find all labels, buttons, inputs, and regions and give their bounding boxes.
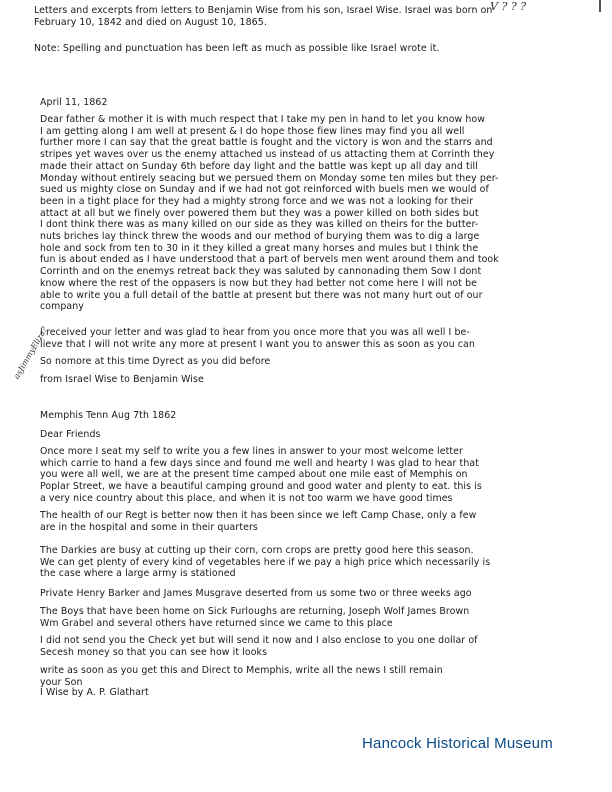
letter-line: are in the hospital and some in their quarters	[40, 521, 258, 533]
intro-note: Note: Spelling and punctuation has been left as much as possible like Israel wrote it.	[34, 43, 440, 54]
letter-line: I dont think there was as many killed on our side as they was killed on theirs for the butter-	[40, 219, 479, 231]
scan-artifact	[599, 0, 601, 12]
letter2-paragraph-2	[40, 510, 476, 533]
letter-line: you were all well, we are at the present time camped about one mile east of Memphis on	[40, 469, 468, 481]
letter-line: which carrie to hand a few days since and found me well and hearty I was glad to hear that	[40, 457, 479, 469]
letter2-signature: I Wise by A. P. Glathart	[40, 687, 149, 698]
letter-line: further more I can say that the great battle is fought and the victory is won and the starrs and	[40, 137, 493, 149]
letter-line: Poplar Street, we have a beautiful camping ground and good water and plenty to eat. this is	[40, 481, 482, 493]
letter-line: your Son	[40, 676, 83, 688]
letter-line: Once more I seat my self to write you a few lines in answer to your most welcome letter	[40, 446, 463, 457]
letter2-closing	[40, 665, 443, 688]
margin-note-line: Jimmy	[16, 346, 37, 373]
museum-watermark: Hancock Historical Museum	[362, 735, 553, 752]
letter1-date: April 11, 1862	[40, 97, 108, 108]
letter-line: The health of our Regt is better now then it has been since we left Camp Chase, only a few	[40, 510, 477, 521]
letter1-paragraph-2	[40, 327, 475, 350]
intro-line-2: February 10, 1842 and died on August 10, 1865.	[34, 17, 267, 28]
letter1-paragraph-1	[40, 114, 499, 313]
letter-line: I did not send you the Check yet but will send it now and I also enclose to you one dollar of	[40, 635, 478, 646]
margin-handwritten-note	[12, 325, 49, 380]
letter-line: Corrinth and on the enemys retreat back they was saluted by cannonading them Sow I dont	[40, 266, 482, 278]
letter2-salutation: Dear Friends	[40, 429, 101, 440]
intro-line-1: Letters and excerpts from letters to Benjamin Wise from his son, Israel Wise. Israel was born on	[34, 5, 493, 16]
margin-note-line: as	[12, 368, 25, 381]
letter1-signoff: from Israel Wise to Benjamin Wise	[40, 374, 204, 385]
letter-line: Dear father & mother it is with much respect that I take my pen in hand to let you know how	[40, 114, 486, 125]
letter-line: Monday without entirely seacing but we persued them on Monday some ten miles but they per-	[40, 172, 499, 184]
letter-line: write as soon as you get this and Direct to Memphis, write all the news I still remain	[40, 665, 443, 676]
letter-line: made their attact on Sunday 6th before day light and the battle was kept up all day and till	[40, 160, 478, 172]
letter-line: Secesh money so that you can see how it looks	[40, 646, 268, 658]
letter-line: fun is about ended as I have understood that a part of bervels men went around them and took	[40, 254, 499, 266]
letter-line: Wm Grabel and several others have returned since we came to this place	[40, 617, 393, 629]
letter-line: We can get plenty of every kind of vegetables here if we pay a high price which necessarily is	[40, 556, 491, 568]
letter-line: the case where a large army is stationed	[40, 568, 236, 580]
letter-line: been in a tight place for they had a mighty strong force and we was not a looking for their	[40, 195, 474, 207]
letter-line: know where the rest of the oppasers is now but they had better not come here I will not be	[40, 277, 477, 289]
letter2-paragraph-1	[40, 446, 482, 505]
letter-line: stripes yet waves over us the enemy attached us instead of us attacting them at Corrinth they	[40, 149, 495, 161]
letter2-paragraph-3	[40, 545, 490, 580]
letter2-place-date: Memphis Tenn Aug 7th 1862	[40, 410, 177, 421]
letter-line: a very nice country about this place, and when it is not too warm we have good times	[40, 492, 453, 504]
letter-line: lieve that I will not write any more at present I want you to answer this as soon as you can	[40, 338, 475, 350]
letter-line: company	[40, 301, 84, 313]
letter2-paragraph-4: Private Henry Barker and James Musgrave deserted from us some two or three weeks ago	[40, 588, 472, 599]
letter-line: sued us mighty close on Sunday and if we had not got reinforced with buels men we would of	[40, 184, 489, 196]
letter-line: I am getting along I am well at present & I do hope those fiew lines may find you all well	[40, 125, 465, 137]
letter1-paragraph-3: So nomore at this time Dyrect as you did before	[40, 356, 271, 367]
letter-line: hole and sock from ten to 30 in it they killed a great many horses and mules but I think the	[40, 242, 479, 254]
letter-line: nuts briches lay thinck threw the woods and our method of burying them was to dig a large	[40, 231, 480, 243]
letter2-paragraph-6	[40, 635, 478, 658]
letter-line: attact at all but we finely over powered them but they was a power killed on both sides but	[40, 207, 479, 219]
margin-note-line: Eliza?	[29, 325, 50, 351]
letter-line: able to write you a full detail of the battle at present but there was not many hurt out of our	[40, 289, 483, 301]
letter-line: I received your letter and was glad to hear from you once more that you was all well I be-	[40, 327, 470, 338]
handwritten-mark-top: V ? ? ?	[490, 0, 527, 13]
letter2-paragraph-5	[40, 606, 469, 629]
letter-line: The Darkies are busy at cutting up their corn, corn crops are pretty good here this season.	[40, 545, 474, 556]
letter-line: The Boys that have been home on Sick Furloughs are returning, Joseph Wolf James Brown	[40, 606, 470, 617]
